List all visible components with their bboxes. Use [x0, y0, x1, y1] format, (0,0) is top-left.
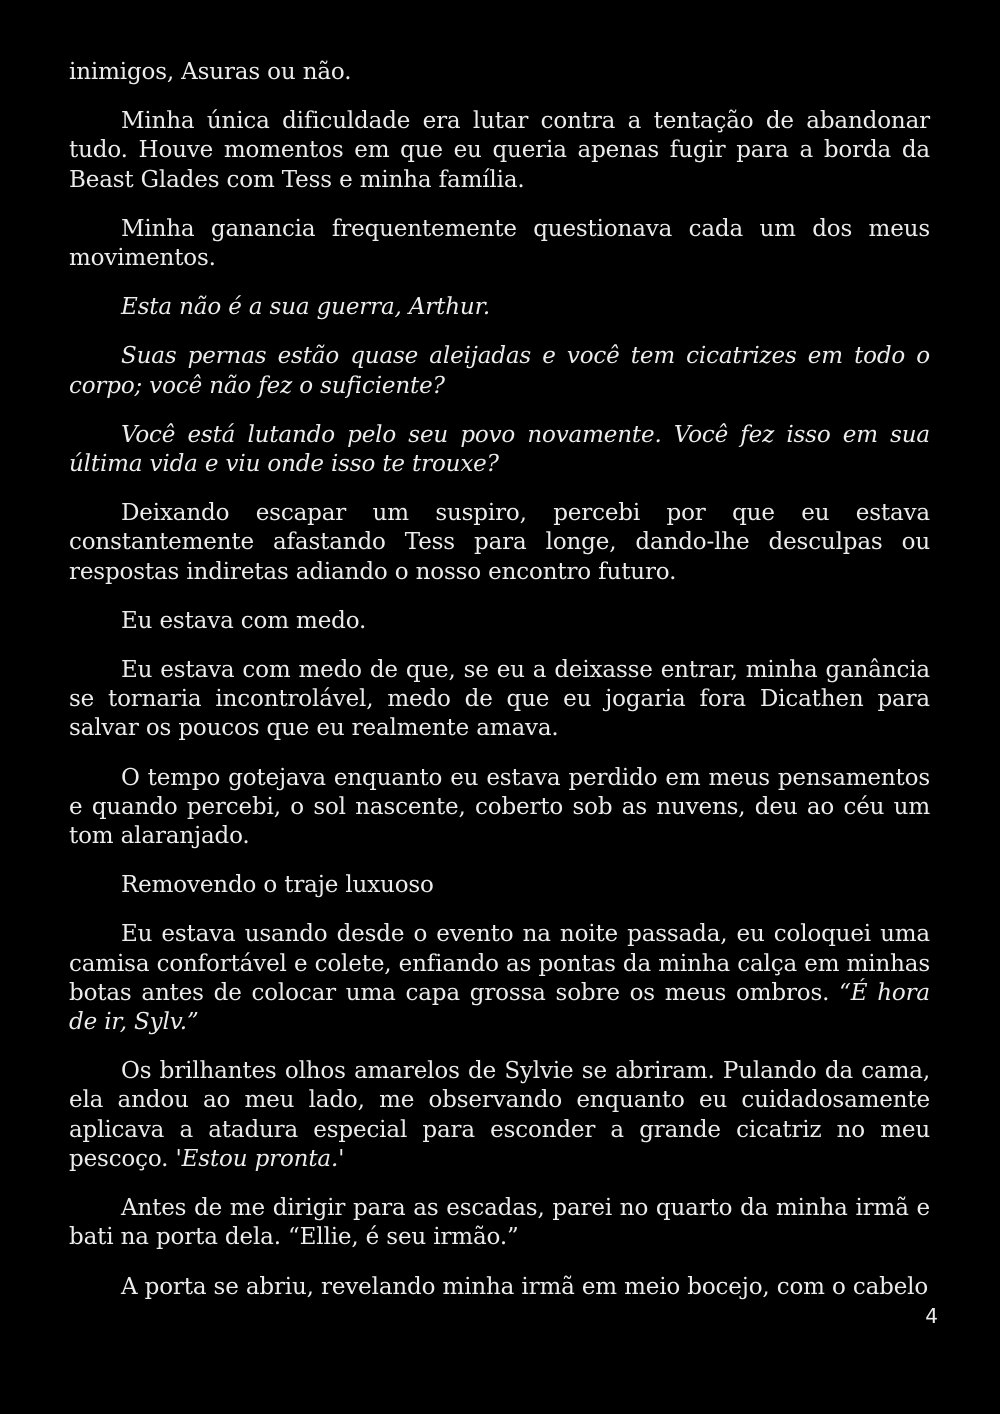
page-body [69, 58, 930, 1302]
paragraph-8: Eu estava com medo. [121, 607, 367, 634]
paragraph-12-text: Eu estava usando desde o evento na noite passada, eu coloquei uma camisa confortável e colete, enfiando as pontas da minha calça em minhas botas antes de colocar uma capa grossa sobre os meus ombros. [69, 921, 930, 1006]
paragraph-3: Minha ganancia frequentemente questionava cada um dos meus movimentos. [69, 215, 930, 272]
italic-thought-3: Você está lutando pelo seu povo novamente. Você fez isso em sua última vida e viu onde isso te trouxe? [69, 421, 930, 478]
paragraph-1: inimigos, Asuras ou não. [69, 59, 352, 85]
paragraph-10: O tempo gotejava enquanto eu estava perdido em meus pensamentos e quando percebi, o sol nascente, coberto sob as nuvens, deu ao céu um tom alaranjado. [69, 764, 930, 850]
paragraph-12-speech: “É hora de ir, Sylv.” [69, 979, 930, 1036]
italic-thought-1: Esta não é a sua guerra, Arthur. [121, 294, 491, 321]
paragraph-13-speech: 'Estou pronta.' [175, 1145, 345, 1172]
page-number: 4 [925, 1304, 938, 1328]
paragraph-11: Removendo o traje luxuoso [121, 872, 434, 899]
paragraph-7: Deixando escapar um suspiro, percebi por que eu estava constantemente afastando Tess para longe, dando-lhe desculpas ou respostas indiretas adiando o nosso encontro futuro. [69, 500, 930, 585]
paragraph-13 [69, 1057, 930, 1174]
paragraph-12 [69, 920, 930, 1037]
paragraph-9: Eu estava com medo de que, se eu a deixasse entrar, minha ganância se tornaria incontrolável, medo de que eu jogaria fora Dicathen para salvar os poucos que eu realmente amava. [69, 657, 930, 742]
italic-thought-2: Suas pernas estão quase aleijadas e você tem cicatrizes em todo o corpo; você não fez o suficiente? [69, 343, 930, 399]
paragraph-13-text: Os brilhantes olhos amarelos de Sylvie se abriram. Pulando da cama, ela andou ao meu lado, me observando enquanto eu cuidadosamente aplicava a atadura especial para esconder a grande cicatriz no meu pescoço. [69, 1058, 930, 1172]
paragraph-15: A porta se abriu, revelando minha irmã em meio bocejo, com o cabelo [121, 1273, 929, 1300]
paragraph-14: Antes de me dirigir para as escadas, parei no quarto da minha irmã e bati na porta dela. “Ellie, é seu irmão.” [69, 1195, 930, 1251]
paragraph-2: Minha única dificuldade era lutar contra a tentação de abandonar tudo. Houve momentos em que eu queria apenas fugir para a borda da Beast Glades com Tess e minha família. [69, 108, 930, 193]
